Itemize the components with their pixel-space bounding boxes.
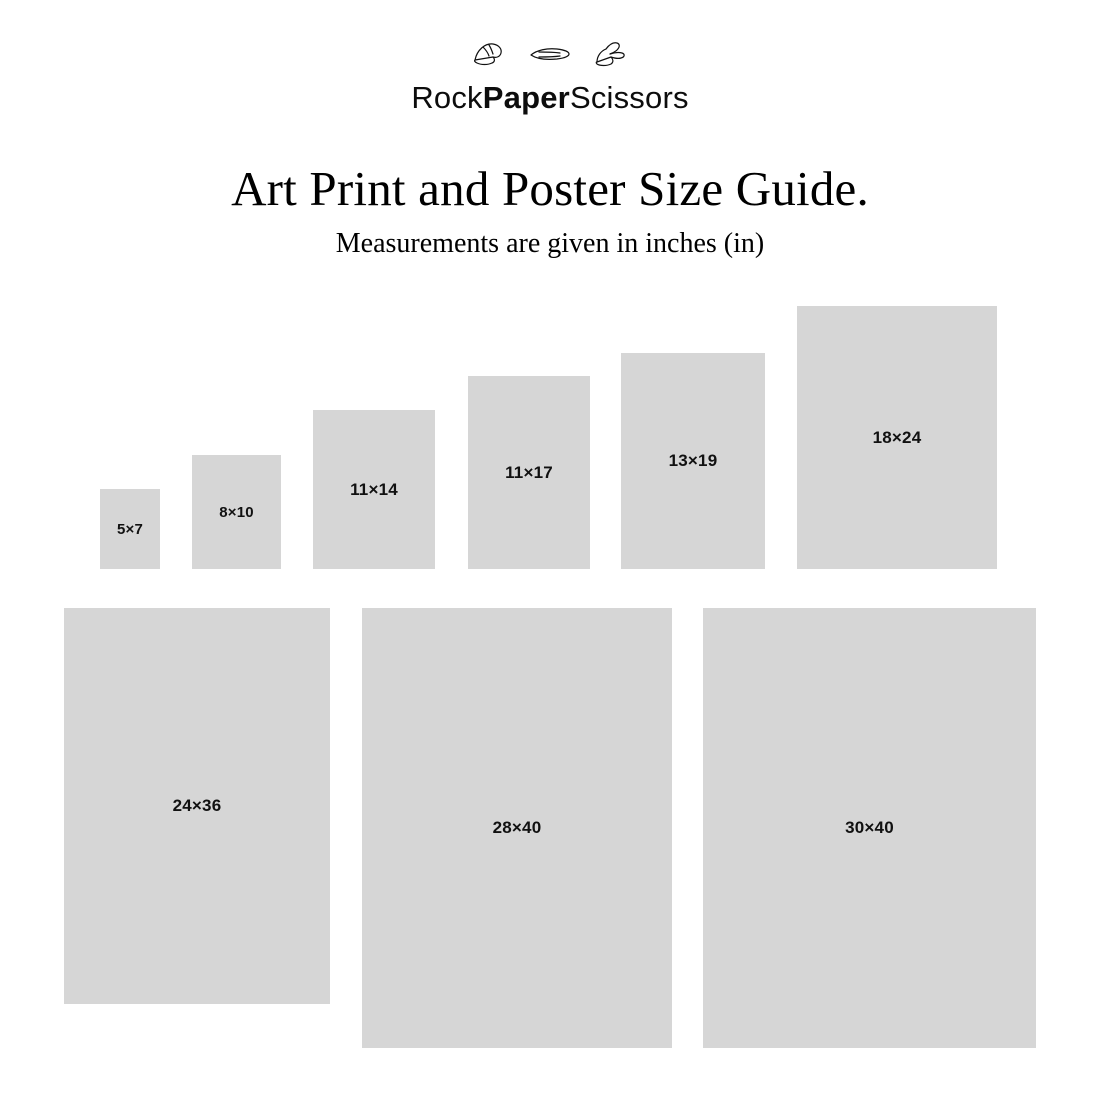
size-label: 30×40 xyxy=(845,818,894,837)
size-label: 13×19 xyxy=(668,451,718,470)
size-block-24x36 xyxy=(64,608,330,1004)
size-block-8x10 xyxy=(192,455,281,569)
brand-word-paper: Paper xyxy=(482,80,570,115)
page-subtitle: Measurements are given in inches (in) xyxy=(335,228,765,259)
size-block-5x7 xyxy=(100,489,160,569)
size-label: 5×7 xyxy=(116,520,144,538)
size-block-28x40 xyxy=(362,608,672,1048)
size-label: 8×10 xyxy=(219,503,254,521)
brand-word-rock: Rock xyxy=(411,80,483,115)
size-block-11x14 xyxy=(313,410,435,569)
size-label: 24×36 xyxy=(172,796,222,815)
page-title: Art Print and Poster Size Guide. xyxy=(231,161,869,216)
size-block-11x17 xyxy=(468,376,590,569)
size-block-13x19 xyxy=(621,353,765,569)
size-label: 11×14 xyxy=(350,479,398,499)
size-block-30x40 xyxy=(703,608,1036,1048)
size-block-18x24 xyxy=(797,306,997,569)
size-label: 18×24 xyxy=(872,427,922,447)
size-label: 28×40 xyxy=(492,818,542,837)
brand-word-scissors: Scissors xyxy=(569,80,689,115)
size-label: 11×17 xyxy=(505,462,553,482)
